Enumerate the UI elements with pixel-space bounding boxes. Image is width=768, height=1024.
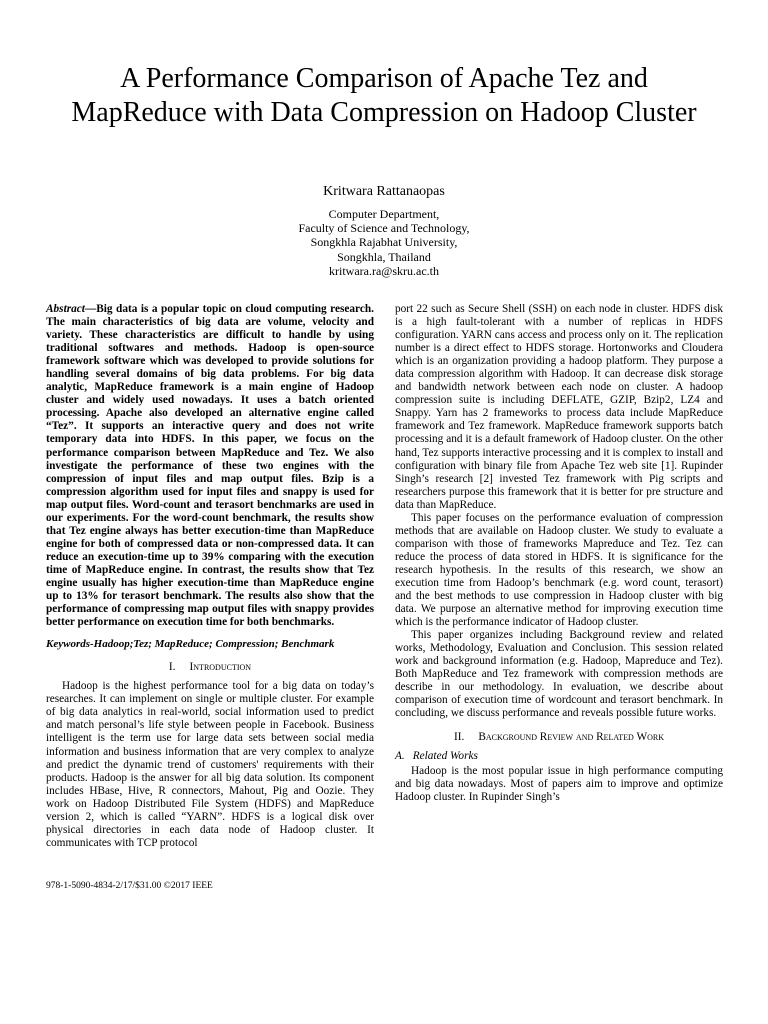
subsection-heading-related-works [395,750,723,763]
section-title: Introduction [189,661,252,674]
subsection-number: A. [395,749,405,762]
paper-title: A Performance Comparison of Apache Tez and MapReduce with Data Compression on Hadoop Cluster [71,63,697,128]
author-name: Kritwara Rattanaopas [323,184,445,199]
keywords: Keywords-Hadoop;Tez; MapReduce; Compression; Benchmark [46,638,335,651]
author-email: kritwara.ra@skru.ac.th [328,263,439,278]
subsection-title: Related Works [412,749,478,762]
left-column [46,303,374,850]
section-heading-background [395,731,723,744]
body-paragraph: This paper organizes including Background review and related works, Methodology, Evaluation and Conclusion. This session related work and background information (e.g. Hadoop, Mapreduce and Tez). Both MapReduce and Tez framework with compression methods are describe in our methodology. In evaluation, we describe about comparison of execution time of wordcount and terasort benchmark. In concluding, we discuss performance and reveals possible future works. [395,629,723,720]
body-paragraph: This paper focuses on the performance evaluation of compression methods that are available on Hadoop cluster. We study to evaluate a comparison with those of frameworks Mapreduce and Tez. Tez can reduce the process of data stored in HDFS. It is significance for the research hypothesis. In the results of this research, we show an execution time from Hadoop’s benchmark (e.g. word count, terasort) and the best methods to use compression in Hadoop cluster with big data. We purpose an alternative method for improving execution time which is the performance indicator of Hadoop cluster. [395,511,723,629]
abstract-label: Abstract [46,303,85,315]
body-paragraph: Hadoop is the highest performance tool for a big data on today’s researches. It can implement on single or multiple cluster. For example of big data analytics in real-world, social information used to predict and match personal’s life style between people in Facebook. Business intelligent is the term use for large data sets between social media information and business information that are very complex to analyze and predict the dynamic trend of customers' requirements with their products. Hadoop is the answer for all big data solution. Its component includes HBase, Hive, R connectors, Mahout, Pig and Oozie. They work on Hadoop Distributed File System (HDFS) and MapReduce version 2, which is called “YARN”. HDFS is a logical disk over physical directories in each data node of Hadoop cluster. It communicates with TCP protocol [46,680,374,849]
body-paragraph: Hadoop is the most popular issue in high performance computing and big data nowadays. Most of papers aim to improve and optimize Hadoop cluster. In Rupinder Singh’s [395,764,723,803]
abstract-text: —Big data is a popular topic on cloud computing research. The main characteristics of big data are volume, velocity and variety. These characteristics are difficult to handle by using traditional softwares and methods. Hadoop is open-source framework software which was developed to provide solutions for handling several domains of big data problems. For big data analytic, MapReduce framework is a main engine of Hadoop cluster and widely used nowadays. It uses a batch oriented processing. Apache also developed an alternative engine called “Tez”. It supports an interactive query and does not write temporary data into HDFS. In this paper, we focus on the performance comparison between MapReduce and Tez. We also investigate the performance of these two engines with the compression of input files and map output files. Bzip is a compression algorithm used for input files and snappy is used for map output files. Word-count and terasort benchmarks are used in our experiments. For the word-count benchmark, the results show that Tez engine always has better execution-time than MapReduce engine for both of compressed data or non-compressed data. It can reduce an execution-time up to 39% comparing with the execution time of MapReduce engine. In contrast, the results show that Tez engine usually has higher execution-time than MapReduce engine up to 13% for terasort benchmark. The results also show that the performance of compressing map output files with snappy provides better performance on execution time for both benchmarks. [46,303,374,629]
section-title: Background Review and Related Work [478,730,665,743]
copyright-footer: 978-1-5090-4834-2/17/$31.00 ©2017 IEEE [46,881,213,891]
section-number: II. [453,730,465,743]
body-paragraph: port 22 such as Secure Shell (SSH) on each node in cluster. HDFS disk is a high fault-tolerant with a number of replicas in HDFS configuration. YARN cans access and process only on it. The replication number is a direct effect to HDFS storage. Hortonworks and Cloudera which is an organization providing a hadoop platform. They purpose a data compression algorithm with Hadoop. It can decrease disk storage and bandwidth network between each node on cluster. A hadoop compression suite is including DEFLATE, GZIP, Bzip2, LZ4 and Snappy. Yarn has 2 frameworks to process data include MapReduce framework and Tez framework. MapReduce framework supports batch processing and it is a default framework of Hadoop cluster. On the other hand, Tez supports interactive processing and it is complex to install and configuration with binary file from Apache Tez web site [1]. Rupinder Singh’s research [2] invested Tez framework with Pig scripts and researchers purpose this framework that it is better for pre structure and data than MapReduce. [395,303,723,511]
affiliation-line: Songkhla, Thailand [337,249,431,264]
right-column [395,303,723,804]
section-heading-introduction [46,661,374,674]
author-affiliation [0,207,768,278]
affiliation-line: Computer Department, [328,207,440,221]
affiliation-line: Faculty of Science and Technology, [298,221,470,236]
section-number: I. [168,661,176,674]
abstract [46,303,374,629]
affiliation-line: Songkhla Rajabhat University, [310,235,458,250]
